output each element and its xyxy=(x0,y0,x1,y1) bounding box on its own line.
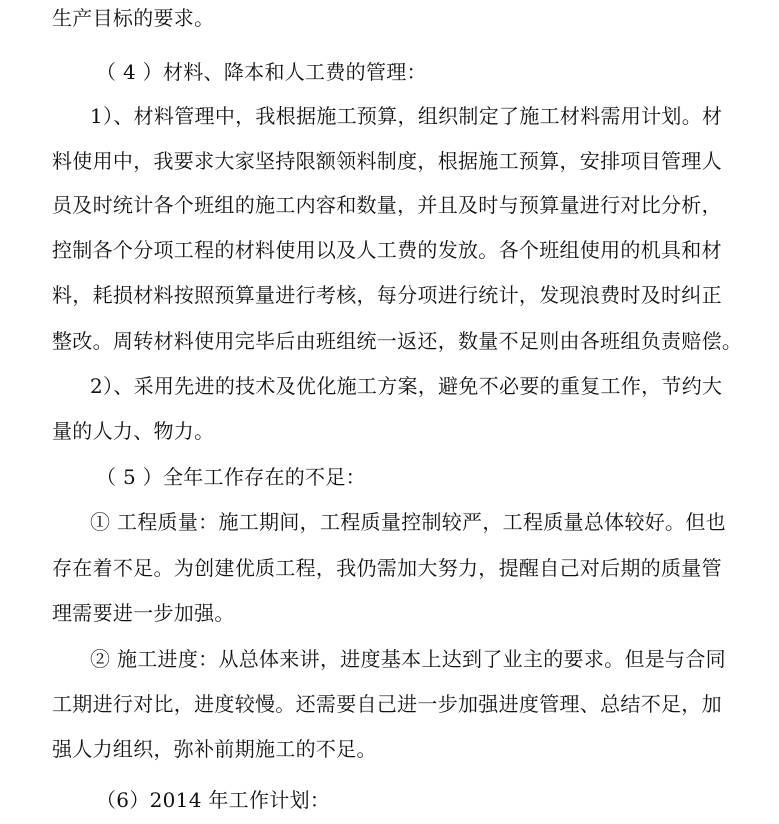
text-line-7: 料，耗损材料按照预算量进行考核，每分项进行统计，发现浪费时及时纠正 xyxy=(52,283,722,307)
text-line-3: 1）、材料管理中，我根据施工预算，组织制定了施工材料需用计划。材 xyxy=(90,104,723,128)
section-heading-4: （ 4 ）材料、降本和人工费的管理： xyxy=(96,60,427,84)
text-line-9: 2）、采用先进的技术及优化施工方案，避免不必要的重复工作，节约大 xyxy=(90,374,723,398)
text-line-17: 强人力组织，弥补前期施工的不足。 xyxy=(52,737,377,761)
text-line-10: 量的人力、物力。 xyxy=(52,419,215,443)
text-line-1: 生产目标的要求。 xyxy=(52,6,215,30)
section-heading-6: （6）2014 年工作计划： xyxy=(96,788,331,812)
text-line-6: 控制各个分项工程的材料使用以及人工费的发放。各个班组使用的机具和材 xyxy=(52,238,722,262)
text-line-8: 整改。周转材料使用完毕后由班组统一返还，数量不足则由各班组负责赔偿。 xyxy=(52,329,743,353)
text-line-13: 存在着不足。为创建优质工程，我仍需加大努力，提醒自己对后期的质量管 xyxy=(52,556,722,580)
text-line-4: 料使用中，我要求大家坚持限额领料制度，根据施工预算，安排项目管理人 xyxy=(52,149,722,173)
text-line-12: ① 工程质量：施工期间，工程质量控制较严，工程质量总体较好。但也 xyxy=(90,510,726,534)
text-line-5: 员及时统计各个班组的施工内容和数量，并且及时与预算量进行对比分析， xyxy=(52,193,722,217)
text-line-16: 工期进行对比，进度较慢。还需要自己进一步加强进度管理、总结不足，加 xyxy=(52,692,722,716)
section-heading-5: （ 5 ）全年工作存在的不足： xyxy=(96,465,366,489)
text-line-14: 理需要进一步加强。 xyxy=(52,601,235,625)
text-line-15: ② 施工进度：从总体来讲，进度基本上达到了业主的要求。但是与合同 xyxy=(90,647,726,671)
